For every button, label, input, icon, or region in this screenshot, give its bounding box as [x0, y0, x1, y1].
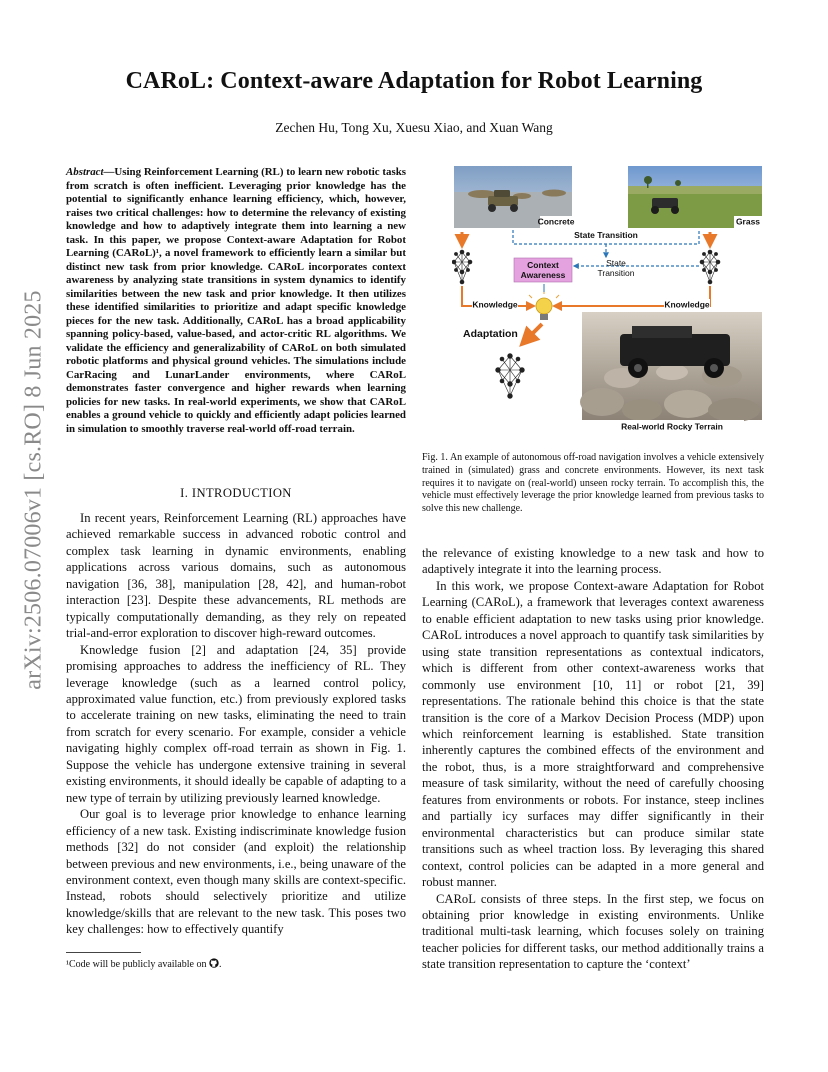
label-context-2: Awareness — [520, 270, 566, 280]
concrete-image — [454, 166, 575, 228]
figure-1 — [452, 166, 764, 446]
label-grass: Grass — [735, 216, 761, 227]
label-adaptation: Adaptation — [463, 328, 518, 340]
lightbulb-icon — [529, 284, 559, 320]
abstract-text: —Using Reinforcement Learning (RL) to learn new robotic tasks from scratch is often inefficient. Leveraging prior knowledge has the potential to significantly enhance learning efficiency, which, however, raises two critical challenges: how to determine the relevancy of existing knowledge and how to adaptively integrate them into learning a new task. In this paper, we propose Context-aware Adaptation for Robot Learning (CARoL)¹, a novel framework to efficiently learn a similar but distinct new task from prior knowledge. CARoL incorporates context awareness by analyzing state transitions in system dynamics to identify similarities between the new task and prior knowledge. It then utilizes these identified similarities to prioritize and adapt specific knowledge pieces for the new task. Additionally, CARoL has a broad applicability spanning policy-based, value-based, and actor-critic RL algorithms. We validate the efficiency and generalizability of CARoL on both simulated robotic platforms and physical ground vehicles. The simulations include CarRacing and LunarLander environments, where CARoL demonstrates faster convergence and higher rewards when learning policies for new tasks. In real-world experiments, we show that CARoL enables a ground vehicle to quickly and efficiently adapt policies learned in simulation to smoothly traverse real-world off-road terrain. — [66, 166, 406, 435]
neural-network-left-icon — [452, 250, 472, 284]
abstract-label: Abstract — [66, 166, 104, 178]
intro-paragraph: Our goal is to leverage prior knowledge to enhance learning efficiency of a new task. Existing indiscriminate knowledge fusion methods [32] do not consider (and exploit) the relationship between previous and new environments, i.e., being unaware of the environment context, even though many skills are context-specific. Instead, robots should selectively prioritize and utilize knowledge/skills that are relevant to the new task. This poses two key challenges: how to effectively quantify — [66, 807, 406, 937]
arxiv-stamp-text: arXiv:2506.07006v1 [cs.RO] 8 Jun 2025 — [20, 290, 47, 690]
label-rocky-terrain: Real-world Rocky Terrain — [621, 421, 723, 432]
label-concrete: Concrete — [537, 216, 575, 227]
intro-paragraph: CARoL consists of three steps. In the first step, we focus on obtaining prior knowledge in existing environments. Unlike traditional multi-task learning, which focuses solely on training teacher policies for different tasks, our method additionally trains a state transition representation to capture the ‘context’ — [422, 891, 764, 972]
rocky-terrain-image — [580, 312, 762, 422]
intro-left-column — [66, 510, 406, 938]
github-icon — [209, 958, 219, 968]
paper-title: CARoL: Context-aware Adaptation for Robot Learning — [125, 68, 703, 94]
figure-caption: Fig. 1. An example of autonomous off-road navigation involves a vehicle extensively trained in (simulated) grass and concrete environments. However, its next task requires it to navigate on (real-world) unseen rocky terrain. To accomplish this, the vehicle must effectively leverage the prior knowledge learned from previous tasks to solve this new challenge. — [422, 452, 764, 515]
neural-network-adapted-icon — [496, 354, 525, 399]
intro-paragraph: In this work, we propose Context-aware Adaptation for Robot Learning (CARoL), a framework that leverages context awareness to enable efficient adaptation to new tasks using prior knowledge. CARoL introduces a novel approach to quantify task similarities by using state transition representations as contextual indicators, which is different from other context-awareness works that commonly use environment [10, 11] or robot [21, 39] representations. The rationale behind this choice is that the state transition is the core of a Markov Decision Process (MDP) upon which reinforcement learning is established. State transition inherently captures the combined effects of the environment and the robot, thus, is a more straightforward and comprehensive measure of task similarity, without the need of carefully choosing features from environments or robots. For instance, steep inclines and partially icy surfaces may differ significantly in their environmental characteristics but can produce similar state transitions such as wheel traction loss. By leveraging this shared context, control policies can be adapted in a more general and robust manner. — [422, 578, 764, 890]
footnote: ¹Code will be publicly available on . — [66, 959, 222, 970]
neural-network-right-icon — [700, 250, 720, 284]
arxiv-stamp — [14, 290, 54, 690]
label-state-transition-top: State Transition — [574, 230, 638, 240]
intro-paragraph: the relevance of existing knowledge to a new task and how to adaptively integrate it into the learning process. — [422, 546, 764, 577]
label-state-1: State — [606, 258, 626, 268]
label-knowledge-right: Knowledge — [664, 299, 710, 310]
label-knowledge-left: Knowledge — [472, 299, 518, 310]
intro-paragraph: In recent years, Reinforcement Learning (RL) approaches have achieved remarkable success in advanced robotic control and complex task learning in dynamic environments, enabling applications across various domains, such as autonomous navigation [36, 38], manipulation [28, 42], and human-robot interaction [23]. Despite these advancements, RL methods are typically computationally demanding, as they rely on repeated trial-and-error exploration to discover high-reward outcomes. — [66, 511, 406, 641]
footnote-text: ¹Code will be publicly available on — [66, 959, 207, 970]
paper-authors: Zechen Hu, Tong Xu, Xuesu Xiao, and Xuan Wang — [275, 120, 553, 135]
footnote-divider — [66, 952, 141, 953]
label-state-2: Transition — [597, 268, 635, 278]
intro-right-column — [422, 545, 764, 973]
abstract — [66, 166, 406, 436]
intro-paragraph: Knowledge fusion [2] and adaptation [24, 35] provide promising approaches to address the inefficiency of RL. They leverage knowledge (such as a learned control policy, approximated value function, etc.) from previously explored tasks to accelerate training on new tasks, eliminating the need to train from scratch for every scenario. For example, consider a vehicle navigating highly complex off-road terrain as shown in Fig. 1. Suppose the vehicle has undergone extensive training in several existing environments, it should ideally be capable of adapting to a new type of terrain by utilizing previously learned knowledge. — [66, 642, 406, 805]
section-heading-introduction: I. INTRODUCTION — [180, 486, 292, 500]
grass-image — [628, 166, 762, 228]
label-context-1: Context — [527, 260, 559, 270]
figure-1-graphic — [452, 166, 764, 446]
